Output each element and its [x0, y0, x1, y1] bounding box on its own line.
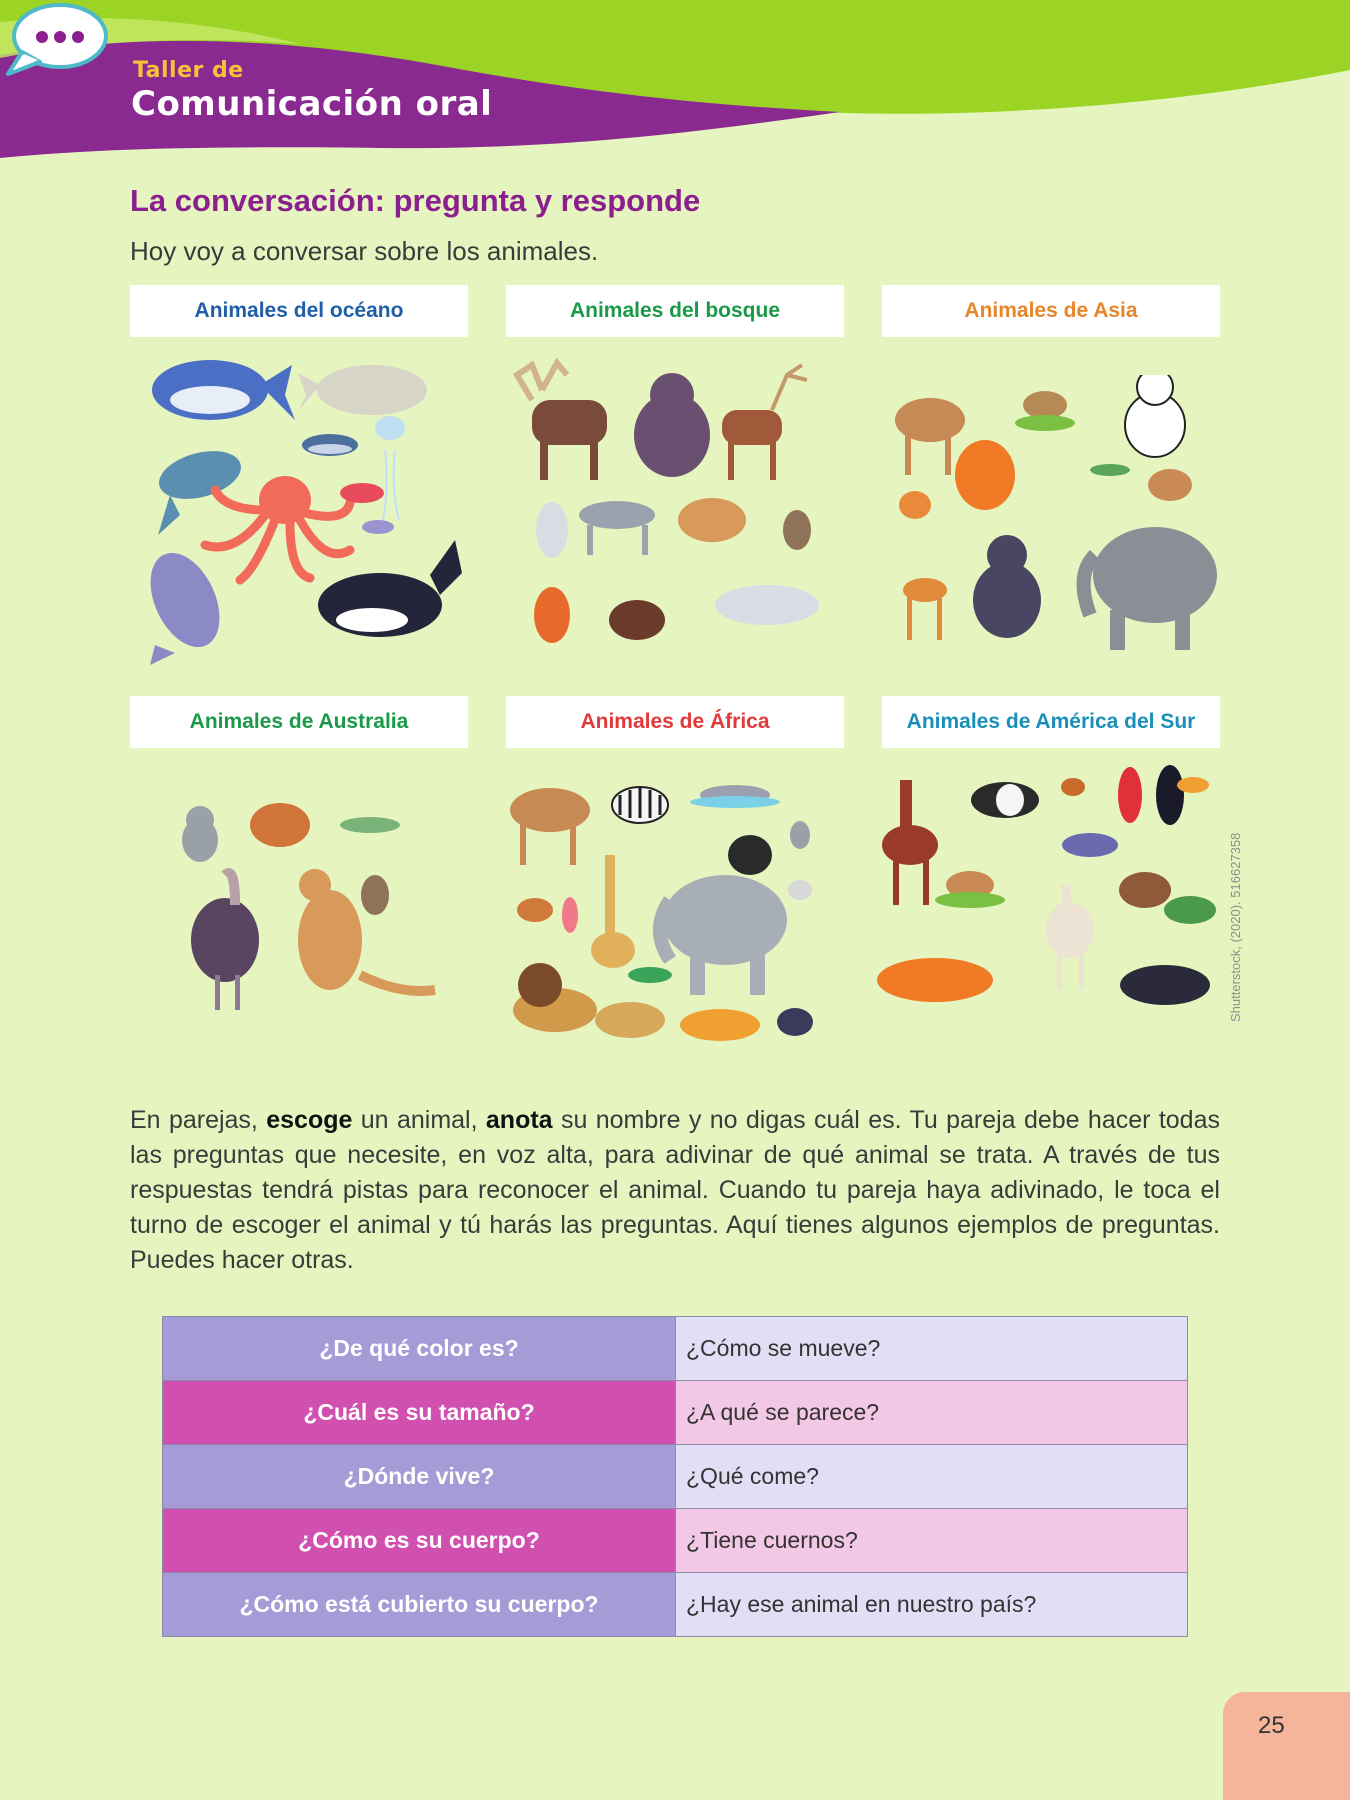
instructions-bold-note: anota	[485, 1106, 553, 1134]
section-title: La conversación: pregunta y responde	[130, 183, 701, 218]
table-row	[163, 1573, 1188, 1637]
table-row	[163, 1381, 1188, 1445]
africa-animals-illustration	[495, 760, 825, 1055]
questions-table	[162, 1316, 1188, 1637]
panel-label-asia: Animales de Asia	[882, 285, 1220, 337]
question-cell: ¿De qué color es?	[163, 1317, 676, 1381]
ocean-animals-illustration	[140, 345, 470, 670]
question-cell: ¿Cómo está cubierto su cuerpo?	[163, 1573, 676, 1637]
page-number: 25	[1223, 1692, 1350, 1800]
question-cell: ¿Dónde vive?	[163, 1445, 676, 1509]
question-cell: ¿A qué se parece?	[676, 1381, 1188, 1445]
question-cell: ¿Cómo es su cuerpo?	[163, 1509, 676, 1573]
instructions-text-1: En parejas,	[130, 1106, 267, 1134]
section-intro: Hoy voy a conversar sobre los animales.	[130, 236, 599, 266]
workshop-big-title: Comunicación oral	[131, 84, 493, 124]
table-row	[163, 1509, 1188, 1573]
question-cell: ¿Cuál es su tamaño?	[163, 1381, 676, 1445]
panel-label-australia: Animales de Australia	[130, 696, 468, 748]
question-cell: ¿Hay ese animal en nuestro país?	[676, 1573, 1188, 1637]
asia-animals-illustration	[885, 375, 1220, 665]
table-row	[163, 1445, 1188, 1509]
table-row	[163, 1317, 1188, 1381]
panel-label-south-america: Animales de América del Sur	[882, 696, 1220, 748]
instructions-bold-choose: escoge	[266, 1106, 353, 1134]
speech-bubble-icon	[0, 0, 110, 80]
image-credit: Shutterstock, (2020). 516627358	[1228, 832, 1243, 1022]
forest-animals-illustration	[512, 355, 842, 665]
panel-label-ocean: Animales del océano	[130, 285, 468, 337]
south-america-animals-illustration	[865, 765, 1220, 1025]
australia-animals-illustration	[180, 790, 440, 1020]
question-cell: ¿Qué come?	[676, 1445, 1188, 1509]
instructions-paragraph	[130, 1103, 1220, 1278]
question-cell: ¿Tiene cuernos?	[676, 1509, 1188, 1573]
question-cell: ¿Cómo se mueve?	[676, 1317, 1188, 1381]
instructions-text-2: un animal,	[352, 1106, 486, 1134]
panel-label-africa: Animales de África	[506, 696, 844, 748]
header-banner	[0, 0, 1350, 170]
workshop-small-title: Taller de	[133, 58, 244, 83]
instructions-text-3: su nombre y no digas cuál es. Tu pareja debe hacer todas las preguntas que necesite, en voz alta, para adivinar de qué animal se trata. A través de tus respuestas tendrá pistas para reconocer el animal. Cuando tu pareja haya adivinado, le toca el turno de escoger el animal y tú harás las preguntas. Aquí tienes algunos ejemplos de preguntas. Puedes hacer otras.	[130, 1106, 1220, 1274]
panel-label-forest: Animales del bosque	[506, 285, 844, 337]
